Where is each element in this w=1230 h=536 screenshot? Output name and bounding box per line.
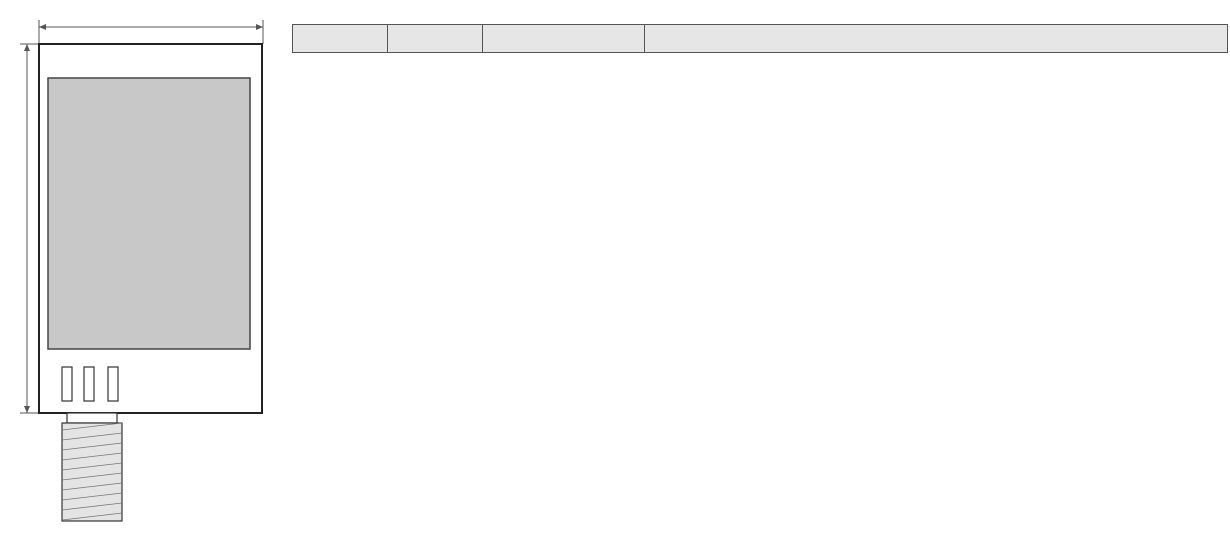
table-header-row [293, 25, 1228, 53]
shield-can [48, 78, 250, 349]
module-drawing [0, 0, 280, 532]
module-outline-svg [0, 0, 280, 532]
header-pin-name [388, 25, 483, 53]
header-pin-no [293, 25, 388, 53]
connector-strip [108, 367, 118, 401]
connector-strip [62, 367, 72, 401]
connector-strip [84, 367, 94, 401]
pin-definition-table [292, 24, 1228, 53]
header-pin-direction [483, 25, 645, 53]
header-pin-use [645, 25, 1228, 53]
